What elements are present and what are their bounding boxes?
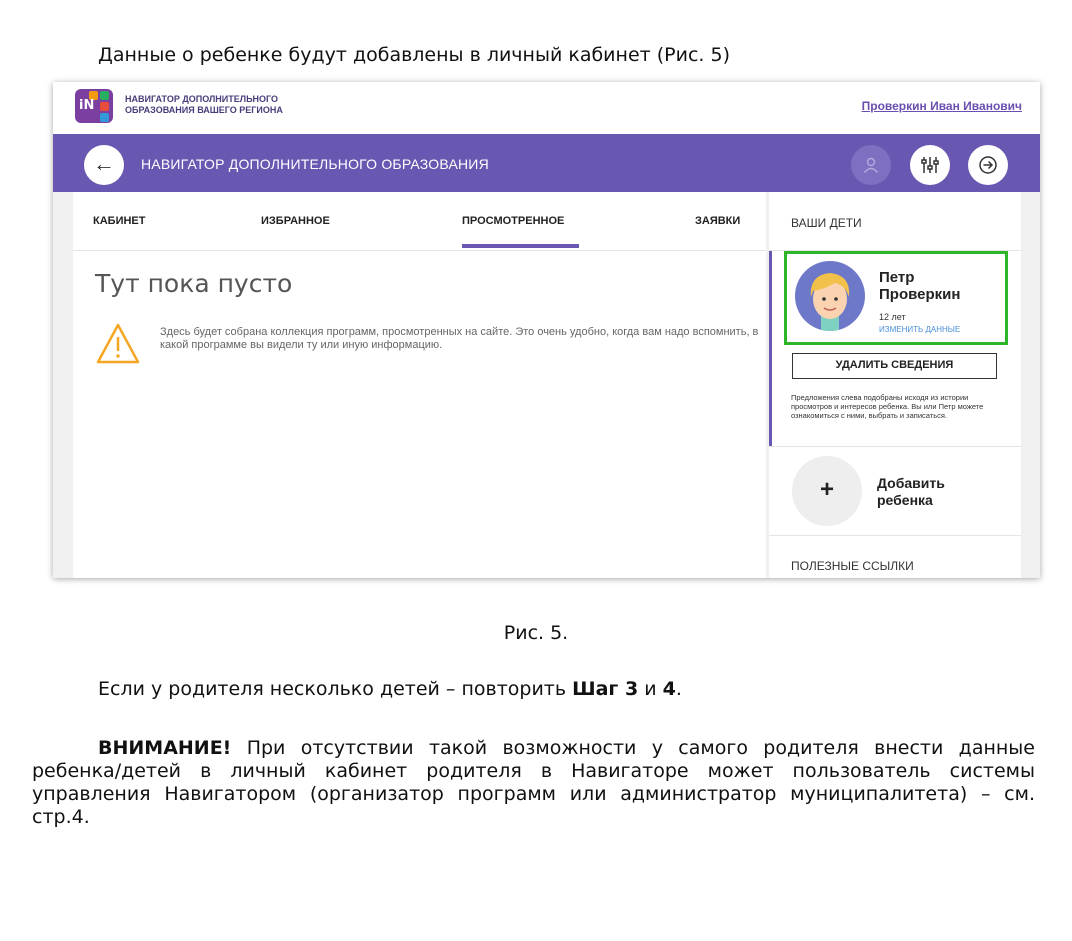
divider: [769, 535, 1021, 536]
brand-line-1: НАВИГАТОР ДОПОЛНИТЕЛЬНОГО: [125, 94, 279, 104]
logout-button[interactable]: [968, 145, 1008, 185]
kids-section-title: ВАШИ ДЕТИ: [791, 216, 862, 230]
child-name: [879, 269, 999, 303]
brand-name: [125, 94, 335, 116]
child-face-icon: [795, 261, 865, 331]
brand-line-2: ОБРАЗОВАНИЯ ВАШЕГО РЕГИОНА: [125, 105, 283, 115]
user-profile-link[interactable]: Проверкин Иван Иванович: [861, 99, 1022, 113]
main-panel: [73, 192, 766, 578]
child-first-name: Петр: [879, 269, 915, 286]
arrow-left-icon: ←: [93, 151, 115, 176]
nav-bar: [53, 134, 1040, 192]
empty-state-title: Тут пока пусто: [95, 269, 293, 298]
child-card[interactable]: [784, 251, 1008, 345]
site-logo[interactable]: [75, 89, 113, 123]
active-tab-indicator: [462, 244, 579, 248]
add-child-line-1: Добавить: [877, 475, 945, 491]
add-child-label[interactable]: [877, 475, 997, 509]
tab-cabinet[interactable]: КАБИНЕТ: [93, 215, 146, 227]
user-icon: [862, 156, 880, 174]
repeat-and: и: [638, 678, 663, 700]
divider: [769, 446, 1021, 447]
step-3-ref: Шаг 3: [572, 678, 639, 700]
empty-state-text: Здесь будет собрана коллекция программ, просмотренных на сайте. Это очень удобно, когда вам надо вспомнить, в какой программе вы видели ту или иную информацию.: [160, 326, 759, 351]
warning-label: ВНИМАНИЕ!: [98, 737, 232, 759]
logout-icon: [978, 155, 998, 175]
delete-child-button[interactable]: УДАЛИТЬ СВЕДЕНИЯ: [792, 353, 997, 379]
repeat-paragraph: [98, 678, 682, 700]
suggestions-note: Предложения слева подобраны исходя из истории просмотров и интересов ребенка. Вы или Петр можете ознакомиться с ними, выбрать и записаться.: [791, 393, 984, 420]
tab-favorites[interactable]: ИЗБРАННОЕ: [261, 215, 330, 227]
figure-caption: Рис. 5.: [503, 622, 569, 644]
repeat-end: .: [675, 678, 682, 700]
child-avatar: [795, 261, 865, 331]
add-child-button[interactable]: [792, 456, 862, 526]
nav-title: НАВИГАТОР ДОПОЛНИТЕЛЬНОГО ОБРАЗОВАНИЯ: [141, 156, 489, 172]
page-content: [53, 192, 1040, 578]
plus-icon: +: [819, 476, 834, 503]
children-sidebar: [769, 192, 1021, 578]
warning-text: При отсутствии такой возможности у самого родителя внести данные ребенка/детей в личный кабинет родителя в Навигаторе может пользователь системы управления Навигатором (организатор программ или администратор муниципалитета) – см. стр.4.: [32, 737, 1035, 828]
add-child-line-2: ребенка: [877, 492, 933, 508]
child-age: 12 лет: [879, 312, 906, 322]
tab-viewed[interactable]: ПРОСМОТРЕННОЕ: [462, 215, 565, 227]
child-block: [769, 251, 1021, 446]
back-button[interactable]: [84, 145, 124, 185]
useful-links-title: ПОЛЕЗНЫЕ ССЫЛКИ: [791, 559, 914, 573]
step-4-ref: 4: [662, 678, 676, 700]
filter-icon: [920, 155, 940, 175]
tab-requests[interactable]: ЗАЯВКИ: [695, 215, 741, 227]
tab-divider: [73, 250, 766, 251]
user-avatar-button[interactable]: [851, 145, 891, 185]
filter-button[interactable]: [910, 145, 950, 185]
edit-child-link[interactable]: ИЗМЕНИТЬ ДАННЫЕ: [879, 325, 961, 334]
screenshot-figure: [53, 82, 1040, 578]
warning-icon: [95, 322, 141, 366]
warning-paragraph: [32, 737, 1035, 829]
logo-text: iN: [79, 98, 95, 113]
child-last-name: Проверкин: [879, 286, 961, 303]
intro-paragraph: Данные о ребенке будут добавлены в личный кабинет (Рис. 5): [98, 44, 730, 66]
site-header: [53, 82, 1040, 134]
child-accent-bar: [769, 251, 772, 446]
repeat-text: Если у родителя несколько детей – повторить: [98, 678, 573, 700]
